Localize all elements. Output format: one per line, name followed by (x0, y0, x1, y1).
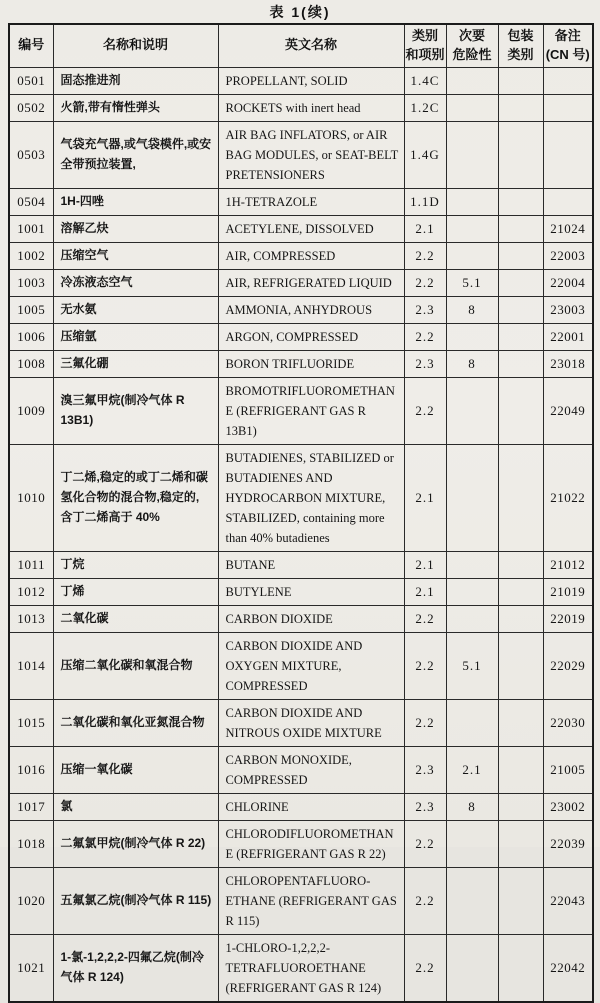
cell-packing-group (498, 188, 543, 215)
cell-cn-number (543, 67, 593, 94)
header-cell-name-cn (53, 24, 218, 67)
cell-cn-number (543, 94, 593, 121)
cell-name-en: 1H-TETRAZOLE (218, 188, 404, 215)
cell-class-division: 1.2C (404, 94, 446, 121)
cell-packing-group (498, 444, 543, 551)
table-row (9, 323, 593, 350)
cell-cn-number: 22042 (543, 934, 593, 1002)
cell-un-number: 1020 (9, 867, 53, 934)
page-title: 表 1(续) (269, 4, 331, 20)
cell-un-number: 1001 (9, 215, 53, 242)
cell-packing-group (498, 269, 543, 296)
cell-sub-risk (446, 377, 498, 444)
cell-class-division: 2.2 (404, 242, 446, 269)
header-cell-sub-risk (446, 24, 498, 67)
cell-sub-risk: 5.1 (446, 632, 498, 699)
cell-name-cn: 丁烷 (53, 551, 218, 578)
cell-name-cn: 火箭,带有惰性弹头 (53, 94, 218, 121)
cell-class-division: 2.1 (404, 215, 446, 242)
cell-name-cn: 二氧化碳 (53, 605, 218, 632)
cell-packing-group (498, 323, 543, 350)
cell-packing-group (498, 699, 543, 746)
header-cell-remarks-cn (543, 24, 593, 67)
cell-name-en: 1-CHLORO-1,2,2,2-TETRAFLUOROETHANE (REFRIGERANT GAS R 124) (218, 934, 404, 1002)
cell-name-cn: 二氟氯甲烷(制冷气体 R 22) (53, 820, 218, 867)
table-row (9, 121, 593, 188)
cell-class-division: 2.2 (404, 699, 446, 746)
cell-un-number: 0503 (9, 121, 53, 188)
cell-class-division: 2.3 (404, 793, 446, 820)
cell-un-number: 1010 (9, 444, 53, 551)
cell-cn-number: 22029 (543, 632, 593, 699)
cell-sub-risk: 2.1 (446, 746, 498, 793)
cell-name-en: ACETYLENE, DISSOLVED (218, 215, 404, 242)
cell-cn-number: 22030 (543, 699, 593, 746)
cell-packing-group (498, 578, 543, 605)
cell-class-division: 1.1D (404, 188, 446, 215)
cell-cn-number: 21022 (543, 444, 593, 551)
table-row (9, 444, 593, 551)
table-row (9, 188, 593, 215)
cell-sub-risk (446, 820, 498, 867)
cell-name-en: BORON TRIFLUORIDE (218, 350, 404, 377)
cell-class-division: 2.2 (404, 377, 446, 444)
cell-name-en: AIR BAG INFLATORS, or AIR BAG MODULES, or SEAT-BELT PRETENSIONERS (218, 121, 404, 188)
cell-name-en: CARBON MONOXIDE, COMPRESSED (218, 746, 404, 793)
cell-name-cn: 压缩一氧化碳 (53, 746, 218, 793)
cell-sub-risk (446, 867, 498, 934)
table-header (9, 24, 593, 67)
cell-sub-risk (446, 444, 498, 551)
cell-packing-group (498, 746, 543, 793)
cell-un-number: 1009 (9, 377, 53, 444)
cell-name-en: AIR, REFRIGERATED LIQUID (218, 269, 404, 296)
table-row (9, 934, 593, 1002)
cell-packing-group (498, 551, 543, 578)
table-row (9, 793, 593, 820)
cell-name-cn: 丁二烯,稳定的或丁二烯和碳氢化合物的混合物,稳定的, 含丁二烯高于 40% (53, 444, 218, 551)
table-row (9, 551, 593, 578)
cell-name-cn: 溴三氟甲烷(制冷气体 R 13B1) (53, 377, 218, 444)
cell-cn-number (543, 121, 593, 188)
cell-packing-group (498, 793, 543, 820)
header-cell-un-number (9, 24, 53, 67)
cell-packing-group (498, 820, 543, 867)
table-row (9, 605, 593, 632)
cell-class-division: 2.2 (404, 632, 446, 699)
cell-sub-risk: 8 (446, 350, 498, 377)
cell-sub-risk (446, 323, 498, 350)
cell-un-number: 0501 (9, 67, 53, 94)
cell-name-en: BROMOTRIFLUOROMETHANE (REFRIGERANT GAS R 13B1) (218, 377, 404, 444)
header-line: 英文名称 (284, 37, 337, 53)
header-line: 包装 (507, 28, 534, 43)
cell-class-division: 2.3 (404, 746, 446, 793)
cell-sub-risk: 5.1 (446, 269, 498, 296)
cell-name-en: CARBON DIOXIDE AND NITROUS OXIDE MIXTURE (218, 699, 404, 746)
cell-un-number: 1021 (9, 934, 53, 1002)
cell-name-en: PROPELLANT, SOLID (218, 67, 404, 94)
cell-name-cn: 无水氨 (53, 296, 218, 323)
cell-packing-group (498, 121, 543, 188)
cell-packing-group (498, 934, 543, 1002)
table-row (9, 67, 593, 94)
header-line: 类别 (411, 28, 438, 43)
cell-un-number: 1016 (9, 746, 53, 793)
header-cell-packing-group (498, 24, 543, 67)
table-row (9, 377, 593, 444)
cell-name-en: ROCKETS with inert head (218, 94, 404, 121)
header-line: 备注 (554, 28, 581, 43)
cell-sub-risk (446, 94, 498, 121)
header-line: 次要 (458, 28, 485, 43)
cell-sub-risk (446, 578, 498, 605)
cell-un-number: 1014 (9, 632, 53, 699)
cell-name-cn: 压缩氩 (53, 323, 218, 350)
dangerous-goods-table (8, 23, 594, 1003)
cell-class-division: 2.2 (404, 867, 446, 934)
cell-un-number: 1006 (9, 323, 53, 350)
cell-class-division: 2.2 (404, 820, 446, 867)
cell-name-cn: 1H-四唑 (53, 188, 218, 215)
cell-cn-number: 22001 (543, 323, 593, 350)
cell-un-number: 1013 (9, 605, 53, 632)
cell-class-division: 1.4G (404, 121, 446, 188)
cell-cn-number: 22043 (543, 867, 593, 934)
table-header-row (9, 24, 593, 67)
table-body (9, 67, 593, 1002)
cell-un-number: 0504 (9, 188, 53, 215)
cell-name-cn: 溶解乙炔 (53, 215, 218, 242)
cell-sub-risk (446, 121, 498, 188)
cell-sub-risk (446, 605, 498, 632)
cell-class-division: 2.1 (404, 444, 446, 551)
table-row (9, 699, 593, 746)
cell-class-division: 2.2 (404, 323, 446, 350)
cell-cn-number: 22019 (543, 605, 593, 632)
cell-un-number: 1012 (9, 578, 53, 605)
table-row (9, 746, 593, 793)
cell-name-cn: 氯 (53, 793, 218, 820)
cell-class-division: 2.2 (404, 934, 446, 1002)
cell-name-en: BUTANE (218, 551, 404, 578)
cell-class-division: 1.4C (404, 67, 446, 94)
cell-un-number: 1015 (9, 699, 53, 746)
cell-name-cn: 压缩空气 (53, 242, 218, 269)
cell-name-en: CHLOROPENTAFLUOROETHANE (REFRIGERANT GAS R 115) (218, 867, 404, 934)
cell-sub-risk (446, 215, 498, 242)
cell-name-en: CARBON DIOXIDE AND OXYGEN MIXTURE, COMPRESSED (218, 632, 404, 699)
cell-sub-risk: 8 (446, 793, 498, 820)
cell-name-cn: 二氧化碳和氧化亚氮混合物 (53, 699, 218, 746)
cell-name-en: CHLORINE (218, 793, 404, 820)
header-line: 危险性 (452, 46, 492, 62)
cell-cn-number: 21005 (543, 746, 593, 793)
cell-name-en: AMMONIA, ANHYDROUS (218, 296, 404, 323)
cell-cn-number: 21012 (543, 551, 593, 578)
cell-un-number: 1018 (9, 820, 53, 867)
cell-cn-number: 23003 (543, 296, 593, 323)
header-line: 类别 (507, 46, 534, 62)
cell-packing-group (498, 296, 543, 323)
cell-cn-number: 22004 (543, 269, 593, 296)
cell-un-number: 1002 (9, 242, 53, 269)
cell-name-en: CHLORODIFLUOROMETHANE (REFRIGERANT GAS R 22) (218, 820, 404, 867)
cell-name-en: BUTADIENES, STABILIZED or BUTADIENES AND HYDROCARBON MIXTURE, STABILIZED, containing more than 40% butadienes (218, 444, 404, 551)
cell-cn-number: 23018 (543, 350, 593, 377)
table-row (9, 269, 593, 296)
cell-un-number: 1005 (9, 296, 53, 323)
table-row (9, 242, 593, 269)
header-line: 编号 (18, 37, 45, 53)
table-row (9, 867, 593, 934)
cell-cn-number: 23002 (543, 793, 593, 820)
cell-sub-risk (446, 242, 498, 269)
cell-packing-group (498, 377, 543, 444)
cell-class-division: 2.2 (404, 605, 446, 632)
cell-cn-number (543, 188, 593, 215)
cell-sub-risk (446, 67, 498, 94)
cell-cn-number: 22003 (543, 242, 593, 269)
cell-cn-number: 21024 (543, 215, 593, 242)
cell-un-number: 1017 (9, 793, 53, 820)
cell-packing-group (498, 215, 543, 242)
table-row (9, 296, 593, 323)
cell-packing-group (498, 67, 543, 94)
cell-cn-number: 22039 (543, 820, 593, 867)
cell-class-division: 2.1 (404, 578, 446, 605)
cell-class-division: 2.1 (404, 551, 446, 578)
cell-packing-group (498, 242, 543, 269)
cell-packing-group (498, 350, 543, 377)
cell-name-en: BUTYLENE (218, 578, 404, 605)
header-line: 和项别 (405, 46, 445, 62)
cell-name-cn: 五氟氯乙烷(制冷气体 R 115) (53, 867, 218, 934)
cell-cn-number: 22049 (543, 377, 593, 444)
cell-packing-group (498, 867, 543, 934)
cell-name-cn: 三氟化硼 (53, 350, 218, 377)
table-row (9, 350, 593, 377)
cell-class-division: 2.2 (404, 269, 446, 296)
cell-name-cn: 冷冻液态空气 (53, 269, 218, 296)
table-row (9, 215, 593, 242)
cell-name-cn: 气袋充气器,或气袋模件,或安全带预拉装置, (53, 121, 218, 188)
cell-sub-risk (446, 551, 498, 578)
cell-name-cn: 压缩二氧化碳和氧混合物 (53, 632, 218, 699)
table-row (9, 94, 593, 121)
table-row (9, 820, 593, 867)
cell-class-division: 2.3 (404, 350, 446, 377)
header-cell-name-en (218, 24, 404, 67)
header-line: (CN 号) (545, 46, 590, 62)
cell-class-division: 2.3 (404, 296, 446, 323)
table-row (9, 578, 593, 605)
cell-packing-group (498, 605, 543, 632)
cell-un-number: 1008 (9, 350, 53, 377)
header-line: 名称和说明 (102, 37, 168, 53)
cell-name-cn: 1-氯-1,2,2,2-四氟乙烷(制冷气体 R 124) (53, 934, 218, 1002)
cell-un-number: 1003 (9, 269, 53, 296)
header-cell-class-division (404, 24, 446, 67)
cell-cn-number: 21019 (543, 578, 593, 605)
cell-name-cn: 固态推进剂 (53, 67, 218, 94)
cell-packing-group (498, 94, 543, 121)
cell-name-en: CARBON DIOXIDE (218, 605, 404, 632)
cell-sub-risk (446, 934, 498, 1002)
cell-sub-risk (446, 699, 498, 746)
cell-sub-risk (446, 188, 498, 215)
cell-name-en: ARGON, COMPRESSED (218, 323, 404, 350)
cell-name-cn: 丁烯 (53, 578, 218, 605)
cell-name-en: AIR, COMPRESSED (218, 242, 404, 269)
cell-packing-group (498, 632, 543, 699)
cell-un-number: 1011 (9, 551, 53, 578)
cell-un-number: 0502 (9, 94, 53, 121)
table-row (9, 632, 593, 699)
cell-sub-risk: 8 (446, 296, 498, 323)
